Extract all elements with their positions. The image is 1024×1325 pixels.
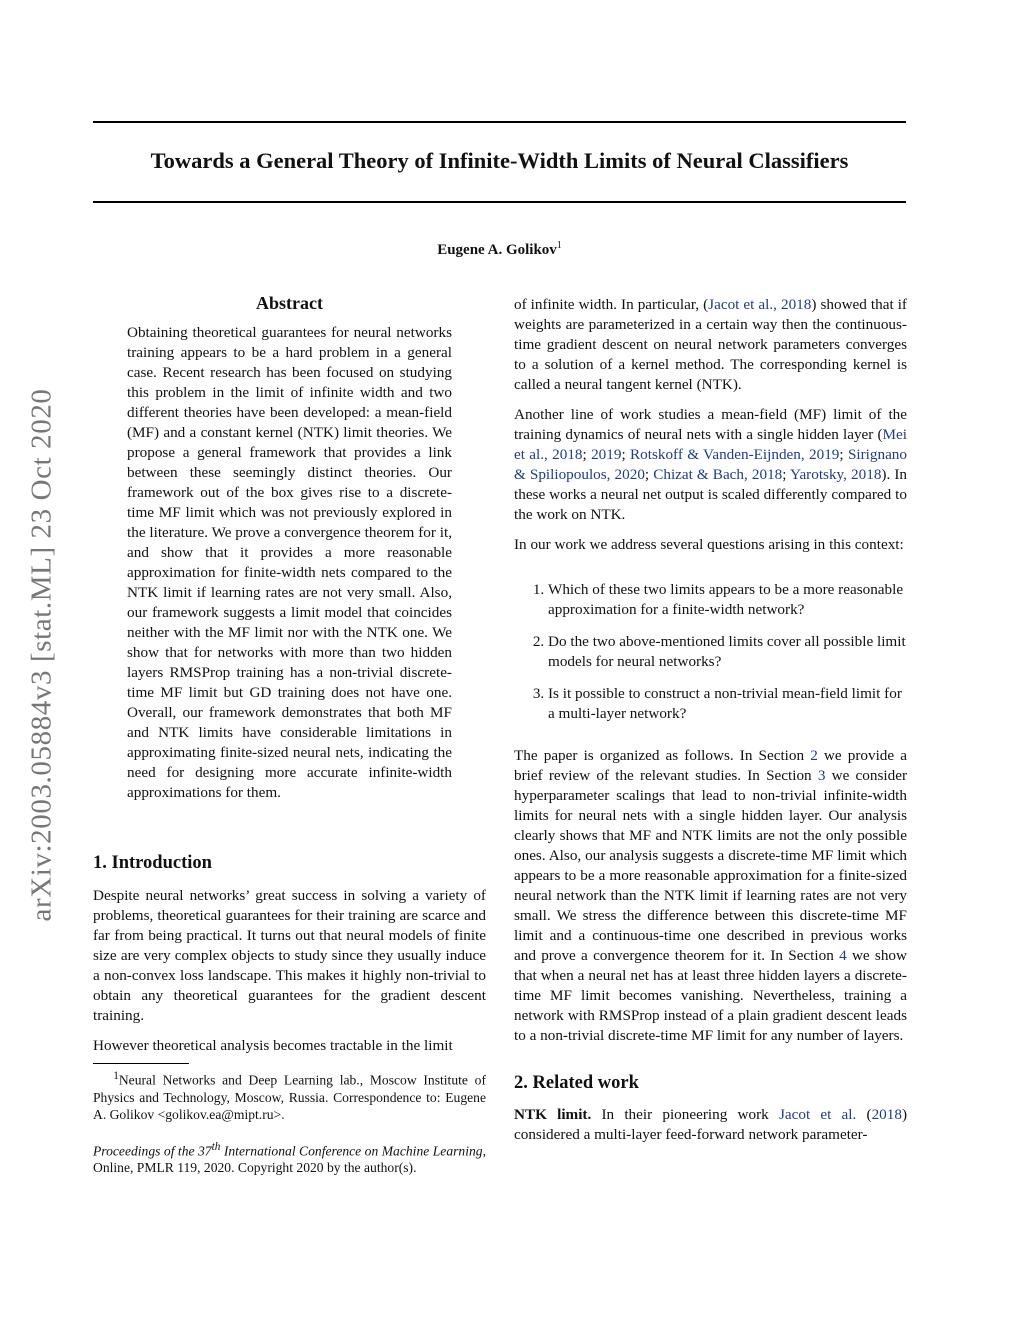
left-column: [93, 292, 486, 1176]
introduction-paragraph-3: Another line of work studies a mean-field (MF) limit of the training dynamics of neural nets with a single hidden layer (Mei et al., 2018; 2019; Rotskoff & Vanden-Eijnden, 2019; Sirignano & Spiliopoulos, 2020; Chizat & Bach, 2018; Yarotsky, 2018). In these works a neural net output is scaled differently compared to the work on NTK.: [514, 406, 907, 523]
footnote-rule: [93, 1063, 189, 1064]
related-work-paragraph: NTK limit. In their pioneering work Jacot et al. (2018) considered a multi-layer feed-forward network parameter-: [514, 1106, 907, 1143]
introduction-paragraph-4: In our work we address several questions arising in this context:: [514, 536, 904, 553]
citation-mei-2019[interactable]: 2019: [591, 446, 622, 463]
introduction-paragraph-2-start: However theoretical analysis becomes tractable in the limit: [93, 1037, 453, 1054]
proceedings-italic-a: Proceedings of the: [93, 1143, 198, 1159]
abstract-text: Obtaining theoretical guarantees for neural networks training appears to be a hard problem in a general case. Recent research has been focused on studying this problem in the limit of infinite width and two different theories have been developed: a mean-field (MF) and a constant kernel (NTK) limit theories. We propose a general framework that provides a link between these seemingly distinct theories. Our framework out of the box gives rise to a discrete-time MF limit which was not previously explored in the literature. We prove a convergence theorem for it, and show that it provides a more reasonable approximation for finite-width nets compared to the NTK limit if learning rates are not very small. Also, our framework suggests a limit model that coincides neither with the MF limit nor with the NTK one. We show that for networks with more than two hidden layers RMSProp training has a non-trivial discrete-time MF limit but GD training does not have one. Overall, our framework demonstrates that both MF and NTK limits have considerable limitations in approximating finite-sized neural nets, indicating the need for designing more accurate infinite-width approximations for them.: [127, 324, 452, 801]
ntk-limit-label: NTK limit.: [514, 1106, 592, 1123]
introduction-heading: 1. Introduction: [93, 853, 212, 873]
title-bottom-rule: [93, 201, 906, 203]
top-rule: [93, 121, 906, 123]
section-ref-2[interactable]: 2: [810, 747, 818, 764]
question-item: 1. Which of these two limits appears to be a more reasonable approximation for a finite-width network?: [548, 580, 907, 620]
questions-list: [514, 580, 907, 724]
footnote-text: Neural Networks and Deep Learning lab., Moscow Institute of Physics and Technology, Moscow, Russia. Correspondence to: Eugene A. Golikov <golikov.ea@mipt.ru>.: [93, 1072, 486, 1122]
citation-jacot-2018[interactable]: Jacot et al., 2018: [708, 296, 812, 313]
author-line: [93, 236, 906, 260]
related-work-heading: 2. Related work: [514, 1073, 639, 1093]
proceedings-italic-b: International Conference on Machine Learning: [220, 1143, 483, 1159]
citation-yarotsky-2018[interactable]: Yarotsky, 2018: [790, 466, 882, 483]
author-affiliation-mark: 1: [556, 240, 562, 251]
citation-jacot-year[interactable]: 2018: [871, 1106, 902, 1123]
author-name: Eugene A. Golikov: [437, 242, 557, 258]
question-item: 3. Is it possible to construct a non-trivial mean-field limit for a multi-layer network?: [548, 684, 907, 724]
citation-rotskoff-2019[interactable]: Rotskoff & Vanden-Eijnden, 2019: [630, 446, 840, 463]
paper-organization-paragraph: The paper is organized as follows. In Section 2 we provide a brief review of the relevant studies. In Section 3 we consider hyperparameter scalings that lead to non-trivial infinite-width limits for neural nets with a single hidden layer. Our analysis clearly shows that MF and NTK limits are not the only possible ones. Also, our analysis suggests a discrete-time MF limit which appears to be a more reasonable approximation for a finite-sized neural network than the NTK limit if learning rates are not very small. We stress the difference between this discrete-time MF limit and a continuous-time one described in previous works and prove a convergence theorem for it. In Section 4 we show that when a neural net has at least three hidden layers a discrete-time MF limit becomes vanishing. Nevertheless, training a network with RMSProp instead of a plain gradient descent leads to a non-trivial discrete-time MF limit for any number of layers.: [514, 747, 908, 1044]
citation-chizat-2018[interactable]: Chizat & Bach, 2018: [653, 466, 783, 483]
introduction-paragraph-2-continued: of infinite width. In particular, (Jacot et al., 2018) showed that if weights are parameterized in a certain way then the continuous-time gradient descent on neural network parameters converges to a solution of a kernel method. The corresponding kernel is called a neural tangent kernel (NTK).: [514, 296, 907, 393]
question-item: 2. Do the two above-mentioned limits cover all possible limit models for neural networks?: [548, 632, 907, 672]
proceedings-rest: , Online, PMLR 119, 2020. Copyright 2020 by the author(s).: [93, 1143, 486, 1176]
citation-jacot-author[interactable]: Jacot et al.: [778, 1106, 857, 1123]
abstract-heading: Abstract: [256, 293, 323, 313]
arxiv-identifier[interactable]: arXiv:2003.05884v3 [stat.ML] 23 Oct 2020: [25, 388, 58, 922]
conference-number: 37: [198, 1143, 212, 1159]
section-ref-4[interactable]: 4: [839, 947, 847, 964]
right-column: [514, 295, 907, 1145]
section-ref-3[interactable]: 3: [817, 767, 826, 784]
introduction-paragraph-1: Despite neural networks’ great success in solving a variety of problems, theoretical guarantees for their training are scarce and far from being practical. It turns out that neural models of finite size are very complex objects to study since they usually induce a non-convex loss landscape. This makes it highly non-trivial to obtain any theoretical guarantees for the gradient descent training.: [93, 887, 486, 1024]
proceedings-note: [93, 1139, 486, 1177]
citation-sirignano-2020[interactable]: Sirignano & Spiliopoulos, 2020: [514, 446, 907, 483]
conference-number-suffix: th: [211, 1140, 221, 1153]
affiliation-footnote: [93, 1068, 486, 1123]
citation-mei-2018[interactable]: Mei et al., 2018: [514, 426, 907, 463]
paper-title: Towards a General Theory of Infinite-Width Limits of Neural Classifiers: [150, 148, 849, 173]
footnote-mark: 1: [113, 1070, 119, 1082]
